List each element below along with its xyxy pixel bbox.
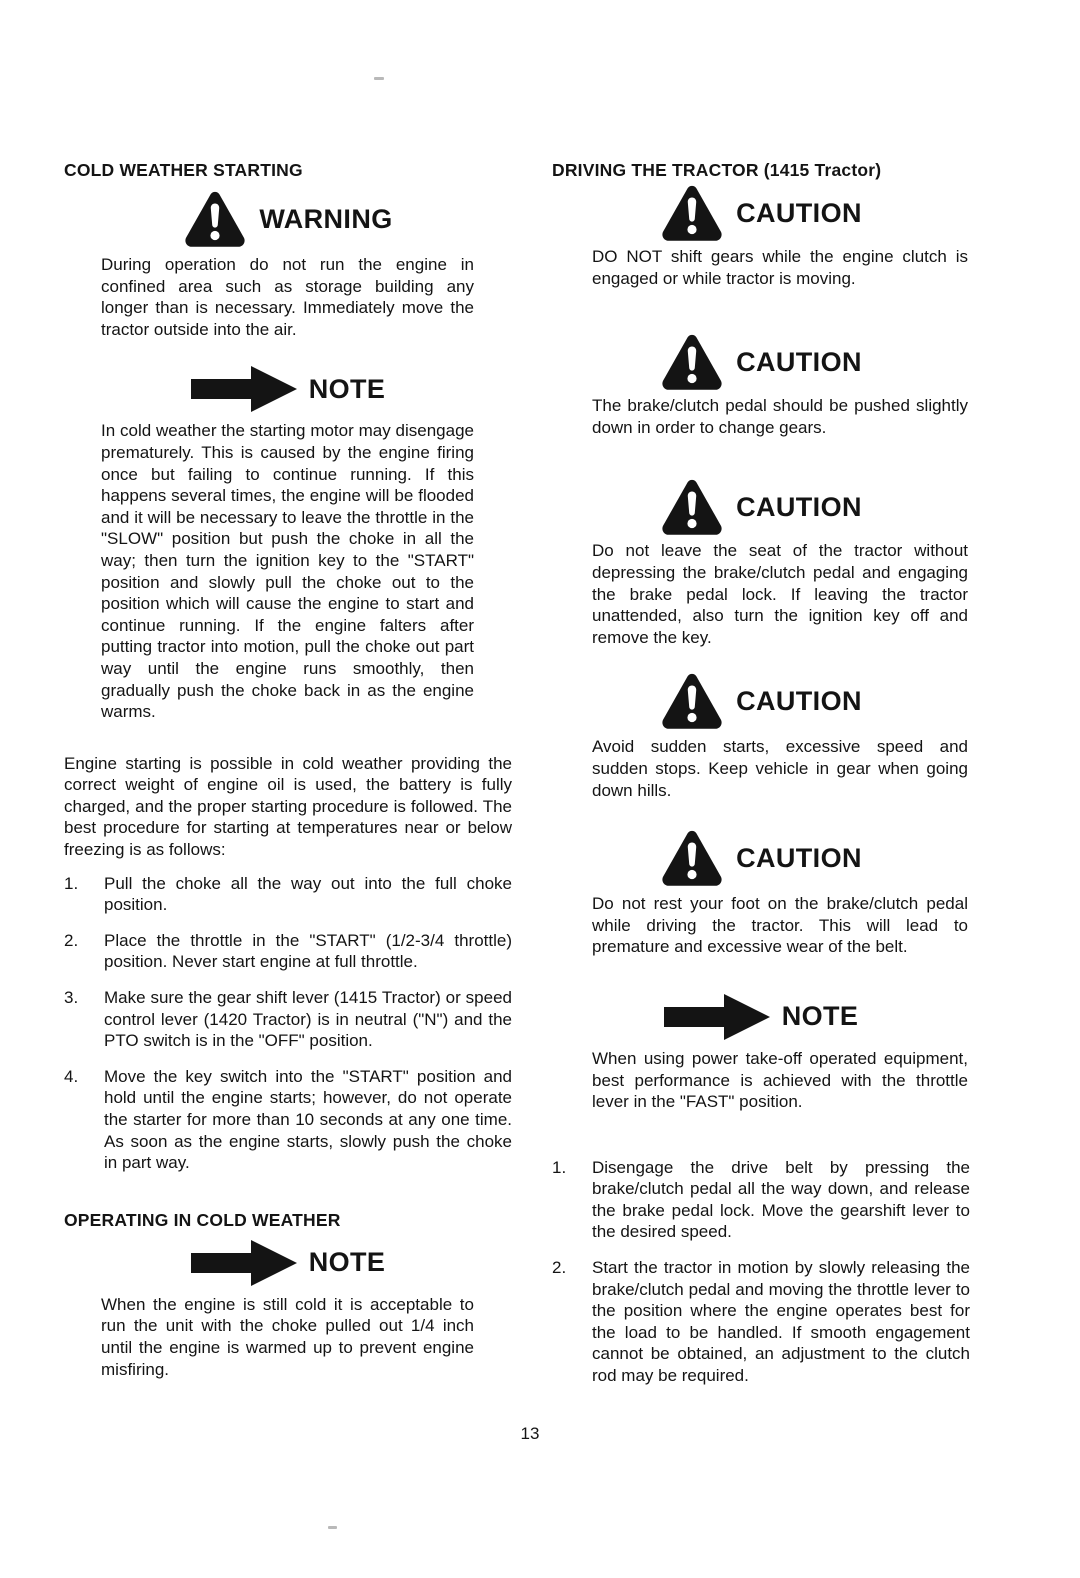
caution-header [552, 478, 970, 536]
list-item [552, 1157, 970, 1243]
note-arrow-icon [664, 994, 770, 1040]
caution-label: CAUTION [736, 685, 862, 716]
list-text: Move the key switch into the "START" position and hold until the engine starts; however, do not operate the starter for more than 10 seconds at any one time. As soon as the engine starts, slowly push the choke in part way. [104, 1066, 512, 1173]
caution-triangle-icon [660, 184, 724, 242]
starting-procedure-list [64, 873, 512, 1174]
right-column [552, 160, 970, 1401]
list-item [64, 987, 512, 1052]
caution-label: CAUTION [736, 842, 862, 873]
list-number: 3. [64, 988, 79, 1008]
note-label: NOTE [781, 1001, 859, 1032]
caution-triangle-icon [660, 829, 724, 887]
caution-header [552, 829, 970, 887]
page-number: 13 [520, 1424, 540, 1443]
warning-text: During operation do not run the engine in confined area such as storage building any longer than is necessary. Immediately move the tractor outside into the air. [101, 255, 474, 339]
caution-header [552, 672, 970, 730]
caution-triangle-icon [660, 672, 724, 730]
caution-header [552, 333, 970, 391]
note-header [64, 366, 512, 412]
list-text: Pull the choke all the way out into the full choke position. [104, 873, 512, 915]
list-text: Make sure the gear shift lever (1415 Tractor) or speed control lever (1420 Tractor) is in neutral ("N") and the PTO switch is in the "OFF" position. [104, 988, 512, 1051]
caution-header [552, 184, 970, 242]
section-heading-cold-weather-starting: COLD WEATHER STARTING [64, 160, 303, 180]
note-text: When the engine is still cold it is acceptable to run the unit with the choke pulled out 1/4 inch until the engine is warmed up to prevent engine misfiring. [101, 1294, 474, 1379]
caution-text: Avoid sudden starts, excessive speed and sudden stops. Keep vehicle in gear when going down hills. [592, 737, 968, 800]
list-item [64, 1066, 512, 1174]
list-number: 2. [64, 930, 79, 950]
list-number: 1. [64, 873, 79, 893]
note-text: When using power take-off operated equipment, best performance is achieved with the throttle lever in the "FAST" position. [592, 1048, 968, 1112]
list-text: Start the tractor in motion by slowly releasing the brake/clutch pedal and moving the throttle lever to the position where the engine operates best for the load to be handled. If smooth engagement cannot be obtained, an adjustment to the clutch rod may be required. [592, 1258, 970, 1386]
caution-triangle-icon [660, 333, 724, 391]
list-number: 2. [552, 1258, 567, 1278]
warning-label: WARNING [259, 203, 393, 234]
scan-artifact [374, 77, 384, 80]
section-heading-driving-the-tractor: DRIVING THE TRACTOR (1415 Tractor) [552, 160, 882, 180]
left-column [64, 160, 512, 1380]
note-arrow-icon [191, 1240, 297, 1286]
paragraph-engine-starting: Engine starting is possible in cold weather providing the correct weight of engine oil is used, the battery is fully charged, and the proper starting procedure is followed. The best procedure for starting at temperatures near or below freezing is as follows: [64, 753, 512, 860]
list-text: Disengage the drive belt by pressing the brake/clutch pedal all the way down, and release the brake pedal lock. Move the gearshift lever to the desired speed. [592, 1157, 970, 1242]
note-header [552, 994, 970, 1040]
note-label: NOTE [308, 373, 386, 404]
list-item [64, 930, 512, 973]
caution-label: CAUTION [736, 197, 862, 228]
warning-triangle-icon [183, 190, 247, 248]
list-item [552, 1257, 970, 1387]
list-item [64, 873, 512, 916]
note-label: NOTE [308, 1247, 386, 1278]
note-text: In cold weather the starting motor may disengage prematurely. This is caused by the engine firing once but failing to continue running. If this happens several times, the engine will be flooded and it will be necessary to leave the throttle in the "SLOW" position but push the choke in all the way; then turn the ignition key to the "START" position and slowly pull the choke out to the position which will cause the engine to start and continue running. If the engine falters after putting tractor into motion, pull the choke out part way until the engine runs smoothly, then gradually push the choke back in as the engine warms. [101, 421, 474, 722]
note-header [64, 1240, 512, 1286]
caution-label: CAUTION [736, 346, 862, 377]
scan-artifact [328, 1526, 337, 1529]
note-arrow-icon [191, 366, 297, 412]
list-number: 4. [64, 1066, 79, 1086]
driving-procedure-list [552, 1157, 970, 1387]
section-heading-operating-in-cold-weather: OPERATING IN COLD WEATHER [64, 1209, 341, 1230]
caution-text: The brake/clutch pedal should be pushed slightly down in order to change gears. [592, 396, 968, 437]
list-number: 1. [552, 1157, 567, 1177]
list-text: Place the throttle in the "START" (1/2-3/4 throttle) position. Never start engine at full throttle. [104, 930, 512, 972]
warning-header [64, 190, 512, 248]
caution-text: Do not leave the seat of the tractor without depressing the brake/clutch pedal and engaging the brake pedal lock. If leaving the tractor unattended, also turn the ignition key off and remove the key. [592, 541, 968, 647]
caution-text: DO NOT shift gears while the engine clutch is engaged or while tractor is moving. [592, 247, 968, 288]
caution-triangle-icon [660, 478, 724, 536]
caution-text: Do not rest your foot on the brake/clutch pedal while driving the tractor. This will lead to premature and excessive wear of the belt. [592, 894, 968, 957]
caution-label: CAUTION [736, 491, 862, 522]
